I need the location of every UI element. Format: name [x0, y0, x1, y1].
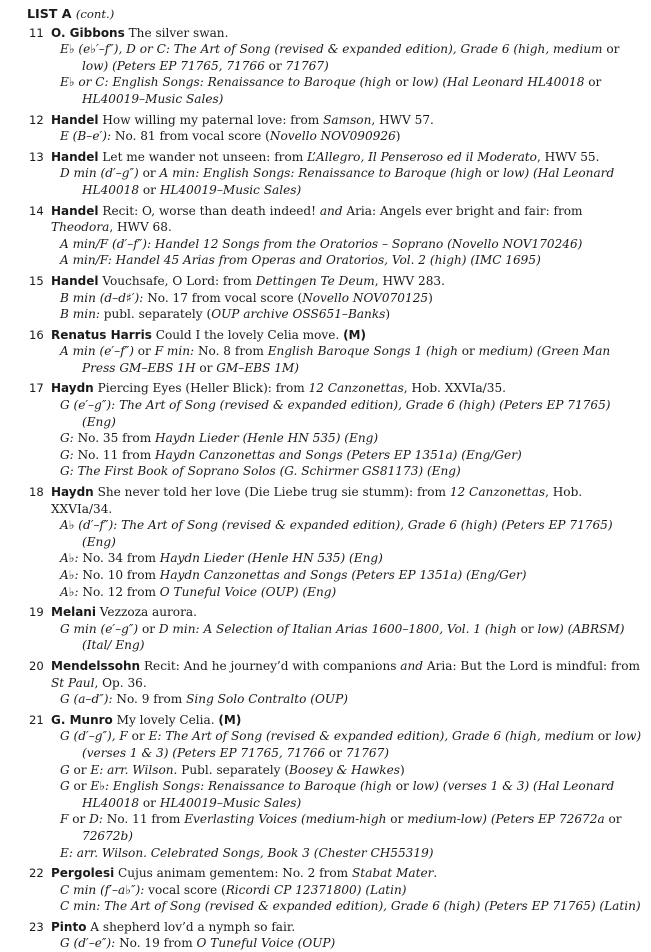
- composer-name: O. Gibbons: [51, 25, 125, 40]
- edition-text: OUP archive OSS651–Banks: [211, 307, 386, 322]
- work-title-text: Cujus animam gementem: No. 2 from: [114, 866, 352, 881]
- entry-title-line: [51, 919, 643, 936]
- edition-source: [51, 306, 643, 323]
- composer-name: Pergolesi: [51, 866, 115, 881]
- composer-name: Renatus Harris: [51, 327, 152, 342]
- edition-text: No. 11 from: [106, 812, 185, 827]
- edition-text: G (e′–g″): The Art of Song (revised & expanded edition), Grade 6 (high) (Peters EP 71765) (Eng): [60, 398, 611, 429]
- edition-source: [51, 128, 643, 145]
- work-title-text: , Op. 36.: [94, 675, 147, 690]
- edition-source: [51, 584, 643, 601]
- entry-number: 18: [29, 485, 44, 500]
- work-title-text: Aria: Angels ever bright and fair: from: [342, 203, 583, 218]
- edition-text: or: [461, 344, 475, 359]
- composer-name: Pinto: [51, 919, 87, 934]
- entry-title-line: [51, 380, 643, 397]
- edition-text: GM–EBS 1M): [212, 360, 299, 375]
- edition-text: A min/F (d′–f″): Handel 12 Songs from the Oratorios – Soprano (Novello NOV170246): [60, 236, 583, 251]
- edition-text: vocal score (: [148, 882, 226, 897]
- edition-text: ): [399, 762, 405, 777]
- edition-text: G: [60, 762, 74, 777]
- entry-title-line: [51, 658, 643, 691]
- edition-text: C min (f′–a♭″):: [60, 882, 149, 897]
- edition-text: or: [608, 812, 622, 827]
- edition-text: or: [597, 729, 611, 744]
- edition-text: B min:: [60, 307, 104, 322]
- edition-source: [51, 517, 643, 550]
- edition-source: [51, 430, 643, 447]
- composer-name: Handel: [51, 273, 99, 288]
- edition-text: 71767): [341, 745, 390, 760]
- edition-text: or: [73, 762, 87, 777]
- work-title-text: , Hob. XXVIa/34.: [51, 485, 583, 516]
- edition-text: ): [395, 129, 401, 144]
- edition-text: No. 9 from: [116, 692, 187, 707]
- edition-text: F min:: [150, 344, 198, 359]
- edition-text: or: [142, 182, 156, 197]
- edition-text: No. 10 from: [82, 568, 160, 582]
- work-title-text: How willing my paternal love: from: [98, 112, 324, 127]
- work-title-text: and: [319, 203, 343, 218]
- edition-text: Haydn Lieder (Henle HN 535) (Eng): [159, 551, 383, 566]
- entry-title-line: [51, 203, 643, 236]
- edition-text: No. 34 from: [82, 551, 160, 566]
- entry-number: 20: [29, 658, 44, 673]
- edition-text: Haydn Canzonettas and Songs (Peters EP 1351a) (Eng/Ger): [155, 447, 522, 462]
- edition-text: low) (Hal Leonard HL40018: [408, 75, 589, 90]
- edition-text: Boosey & Hawkes: [289, 762, 400, 777]
- edition-text: A min/F: Handel 45 Arias from Operas and Oratorios, Vol. 2 (high) (IMC 1695): [60, 253, 541, 268]
- edition-text: A♭:: [60, 551, 83, 566]
- entry-list: [29, 25, 643, 952]
- composer-name: Handel: [51, 112, 99, 127]
- entry-number: 23: [29, 919, 44, 934]
- edition-text: ): [428, 290, 433, 305]
- edition-source: [51, 567, 643, 584]
- edition-source: [51, 845, 643, 862]
- entry-number: 13: [29, 149, 44, 164]
- edition-text: E♭: English Songs: Renaissance to Baroque (high: [86, 779, 396, 794]
- edition-text: O Tuneful Voice (OUP): [196, 936, 336, 951]
- edition-text: Celebrated Songs, Book 3 (Chester CH55319): [150, 845, 434, 860]
- edition-text: G (d′–e″):: [60, 936, 120, 951]
- work-title-text: Theodora: [51, 220, 110, 235]
- edition-text: G min (e′–g″): [60, 621, 142, 636]
- edition-text: Ricordi CP 12371800) (Latin): [225, 882, 407, 897]
- edition-source: [51, 935, 643, 952]
- edition-text: low) (Hal Leonard HL40018: [82, 166, 615, 197]
- work-title-text: The silver swan.: [124, 25, 229, 40]
- edition-source: [51, 447, 643, 464]
- edition-text: A♭:: [60, 568, 83, 582]
- edition-text: or: [137, 344, 151, 359]
- work-title-text: Piercing Eyes (Heller Blick): from: [93, 381, 309, 396]
- edition-text: or: [72, 812, 86, 827]
- list-heading: [27, 6, 643, 23]
- edition-source: [51, 236, 643, 253]
- work-title-text: , HWV 57.: [371, 112, 434, 127]
- edition-text: F: [60, 812, 73, 827]
- repertoire-entry: [29, 712, 643, 861]
- work-title-text: St Paul: [51, 675, 95, 690]
- edition-text: B min (d–d♯′):: [60, 290, 148, 305]
- entry-number: 15: [29, 273, 44, 288]
- edition-text: low) (verses 1 & 3) (Hal Leonard HL40018: [82, 779, 615, 810]
- edition-source: [51, 811, 643, 844]
- edition-text: No. 35 from: [77, 431, 156, 446]
- edition-text: E♭ or C: English Songs: Renaissance to Baroque (high: [60, 75, 396, 90]
- work-title-text: Samson: [323, 112, 372, 127]
- work-title-text: A shepherd lov’d a nymph so fair.: [86, 919, 296, 934]
- composer-name: Haydn: [51, 381, 94, 396]
- entry-number: 11: [29, 25, 44, 40]
- edition-source: [51, 165, 643, 198]
- edition-text: No. 17 from vocal score (: [147, 290, 303, 305]
- edition-text: or: [268, 58, 282, 73]
- repertoire-entry: [29, 658, 643, 708]
- edition-text: D:: [85, 812, 107, 827]
- edition-text: or: [142, 795, 156, 810]
- repertoire-entry: [29, 380, 643, 480]
- edition-text: or: [131, 729, 145, 744]
- repertoire-entry: [29, 149, 643, 199]
- edition-text: or: [328, 745, 342, 760]
- work-title-text: Could I the lovely Celia move.: [151, 327, 344, 342]
- work-title-text: (M): [343, 327, 366, 342]
- edition-text: No. 19 from: [119, 936, 197, 951]
- composer-name: Mendelssohn: [51, 658, 141, 673]
- edition-text: G: [60, 779, 74, 794]
- entry-title-line: [51, 712, 643, 729]
- edition-source: [51, 691, 643, 708]
- work-title-text: L’Allegro, Il Penseroso ed il Moderato: [307, 149, 537, 164]
- composer-name: G. Munro: [51, 712, 113, 727]
- entry-number: 21: [29, 712, 44, 727]
- entry-number: 12: [29, 112, 44, 127]
- work-title-text: .: [433, 866, 438, 881]
- entry-title-line: [51, 149, 643, 166]
- edition-source: [51, 41, 643, 74]
- edition-text: A♭:: [60, 584, 83, 599]
- entry-number: 16: [29, 327, 44, 342]
- edition-text: or: [588, 75, 602, 90]
- edition-text: No. 81 from vocal score (: [114, 129, 270, 144]
- work-title-text: Vezzoza aurora.: [95, 605, 197, 620]
- edition-text: O Tuneful Voice (OUP) (Eng): [159, 584, 337, 599]
- edition-text: or: [395, 779, 409, 794]
- entry-title-line: [51, 327, 643, 344]
- edition-text: D min: A Selection of Italian Arias 1600–1800, Vol. 1 (high: [155, 621, 521, 636]
- repertoire-entry: [29, 203, 643, 269]
- work-title-text: , HWV 283.: [374, 273, 445, 288]
- entry-title-line: [51, 112, 643, 129]
- edition-text: ): [385, 307, 391, 322]
- edition-source: [51, 463, 643, 480]
- edition-source: [51, 397, 643, 430]
- edition-text: Publ. separately (: [181, 762, 290, 777]
- work-title-text: She never told her love (Die Liebe trug sie stumm): from: [93, 485, 450, 500]
- edition-text: 72672b): [82, 828, 133, 843]
- entry-number: 19: [29, 605, 44, 620]
- edition-text: G (a–d″):: [60, 692, 117, 707]
- edition-source: [51, 343, 643, 376]
- edition-source: [51, 882, 643, 899]
- edition-text: low) (verses 1 & 3) (Peters EP 71765, 71766: [82, 729, 642, 760]
- edition-text: or: [390, 812, 404, 827]
- edition-source: [51, 898, 643, 915]
- edition-source: [51, 762, 643, 779]
- repertoire-entry: [29, 919, 643, 952]
- work-title-text: Vouchsafe, O Lord: from: [98, 273, 256, 288]
- edition-text: English Baroque Songs 1 (high: [267, 344, 462, 359]
- edition-source: [51, 778, 643, 811]
- edition-text: or: [395, 75, 409, 90]
- edition-text: publ. separately (: [103, 307, 212, 322]
- repertoire-entry: [29, 112, 643, 145]
- entry-title-line: [51, 273, 643, 290]
- edition-text: E: arr. Wilson.: [60, 845, 151, 860]
- entry-title-line: [51, 25, 643, 42]
- composer-name: Haydn: [51, 485, 94, 500]
- work-title-text: Let me wander not unseen: from: [98, 149, 308, 164]
- edition-source: [51, 728, 643, 761]
- edition-source: [51, 74, 643, 107]
- edition-text: Novello NOV090926: [269, 129, 396, 144]
- work-title-text: Recit: And he journey’d with companions: [140, 658, 401, 673]
- edition-text: G:: [60, 447, 78, 462]
- work-title-text: , HWV 68.: [109, 220, 172, 235]
- edition-text: G: The First Book of Soprano Solos (G. Schirmer GS81173) (Eng): [60, 464, 461, 479]
- composer-name: Handel: [51, 149, 99, 164]
- edition-text: Haydn Canzonettas and Songs (Peters EP 1351a) (Eng/Ger): [159, 568, 527, 582]
- work-title-text: Dettingen Te Deum: [255, 273, 375, 288]
- edition-text: E: The Art of Song (revised & expanded edition), Grade 6 (high, medium: [144, 729, 598, 744]
- work-title-text: Recit: O, worse than death indeed!: [98, 203, 320, 218]
- work-title-text: 12 Canzonettas: [449, 485, 546, 500]
- repertoire-entry: [29, 484, 643, 600]
- edition-text: low) (ABRSM) (Ital/ Eng): [82, 621, 625, 653]
- edition-text: A♭ (d′–f″): The Art of Song (revised & expanded edition), Grade 6 (high) (Peters EP 71765) (Eng): [60, 518, 613, 549]
- edition-text: C min: The Art of Song (revised & expanded edition), Grade 6 (high) (Peters EP 71765) (Latin): [60, 899, 641, 914]
- work-title-text: 12 Canzonettas: [308, 381, 404, 396]
- edition-text: HL40019–Music Sales): [82, 91, 224, 106]
- work-title-text: , HWV 55.: [536, 149, 600, 164]
- edition-text: or: [141, 621, 156, 636]
- composer-name: Melani: [51, 605, 96, 620]
- edition-text: No. 8 from: [197, 344, 268, 359]
- edition-text: Novello NOV070125: [302, 290, 429, 305]
- entry-title-line: [51, 865, 643, 882]
- edition-text: G (d′–g″), F: [60, 729, 132, 744]
- repertoire-entry: [29, 327, 643, 377]
- entry-number: 14: [29, 203, 44, 218]
- edition-text: E♭ (e♭′–f″), D or C: The Art of Song (revised & expanded edition), Grade 6 (high, medium: [60, 42, 607, 57]
- composer-name: Handel: [51, 203, 99, 218]
- work-title-text: (M): [218, 712, 242, 727]
- edition-text: or: [606, 42, 620, 57]
- edition-text: A min (e′–f″): [60, 344, 138, 359]
- edition-text: D min (d′–g″): [60, 166, 143, 181]
- list-continued-label: (cont.): [75, 7, 115, 21]
- entry-number: 22: [29, 866, 44, 881]
- entry-title-line: [51, 484, 643, 517]
- edition-text: Haydn Lieder (Henle HN 535) (Eng): [155, 431, 379, 446]
- edition-text: or: [73, 779, 87, 794]
- work-title-text: and: [400, 658, 424, 673]
- work-title-text: Stabat Mater: [351, 866, 434, 881]
- work-title-text: , Hob. XXVIa/35.: [403, 381, 506, 396]
- list-title: LIST A: [27, 6, 72, 21]
- edition-text: G:: [60, 431, 78, 446]
- repertoire-entry: [29, 273, 643, 323]
- edition-text: or: [520, 621, 534, 636]
- edition-text: Everlasting Voices (medium-high: [184, 812, 391, 827]
- edition-source: [51, 252, 643, 269]
- repertoire-entry: [29, 865, 643, 915]
- work-title-text: Aria: But the Lord is mindful: from: [423, 658, 640, 673]
- edition-text: or: [142, 166, 156, 181]
- edition-text: medium-low) (Peters EP 72672a: [403, 812, 609, 827]
- edition-text: E: arr. Wilson.: [86, 762, 182, 777]
- repertoire-entry: [29, 604, 643, 654]
- edition-text: or: [199, 360, 213, 375]
- edition-text: medium) (Green Man Press GM–EBS 1H: [82, 344, 611, 375]
- edition-text: Sing Solo Contralto (OUP): [186, 692, 348, 707]
- edition-source: [51, 550, 643, 567]
- edition-text: E (B–e′):: [60, 129, 115, 144]
- edition-text: or: [486, 166, 500, 181]
- entry-number: 17: [29, 381, 44, 396]
- edition-text: No. 12 from: [82, 584, 160, 599]
- edition-text: low) (Peters EP 71765, 71766: [82, 58, 269, 73]
- entry-title-line: [51, 604, 643, 621]
- edition-source: [51, 290, 643, 307]
- work-title-text: My lovely Celia.: [112, 712, 219, 727]
- edition-text: 71767): [281, 58, 329, 73]
- edition-text: No. 11 from: [77, 447, 156, 462]
- edition-text: HL40019–Music Sales): [155, 795, 302, 810]
- edition-source: [51, 621, 643, 654]
- repertoire-entry: [29, 25, 643, 108]
- edition-text: HL40019–Music Sales): [155, 182, 302, 197]
- edition-text: A min: English Songs: Renaissance to Baroque (high: [155, 166, 487, 181]
